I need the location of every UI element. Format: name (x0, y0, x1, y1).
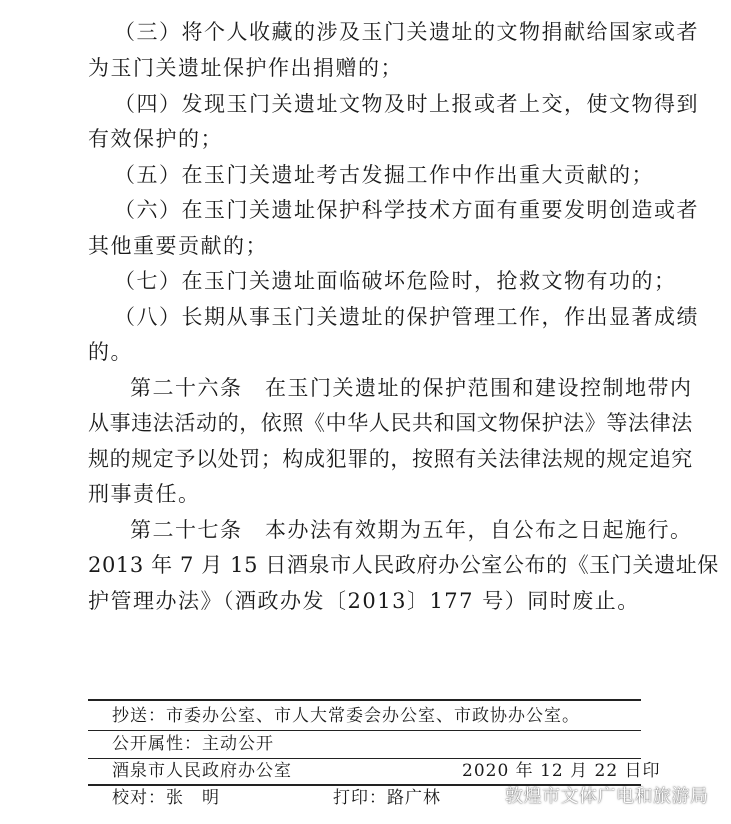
proofreader-line: 校对：张 明 (112, 788, 220, 808)
issuer-label: 酒泉市人民政府办公室 (112, 761, 292, 781)
paragraph-line: （七）在玉门关遗址面临破坏危险时，抢救文物有功的； (114, 269, 677, 293)
watermark (477, 780, 709, 810)
article-27-heading-line: 第二十七条 本办法有效期为五年，自公布之日起施行。 (130, 518, 693, 542)
cc-line: 抄送：市委办公室、市人大常委会办公室、市政协办公室。 (112, 706, 580, 726)
print-date: 2020 年 12 月 22 日印 (462, 761, 661, 781)
printer-line: 打印：路广林 (333, 788, 441, 808)
wechat-icon (477, 786, 499, 804)
watermark-text: 敦煌市文体广电和旅游局 (505, 786, 709, 807)
paragraph-line: 为玉门关遗址保护作出捐赠的； (88, 56, 403, 80)
footer-rule (88, 730, 641, 731)
paragraph-line: （三）将个人收藏的涉及玉门关遗址的文物捐献给国家或者 (114, 20, 699, 44)
article-26-heading-line: 第二十六条 在玉门关遗址的保护范围和建设控制地带内 (130, 376, 693, 400)
paragraph-line: 刑事责任。 (88, 482, 201, 506)
footer-rule-top (88, 699, 641, 701)
paragraph-line: 规的规定予以处罚；构成犯罪的，按照有关法律法规的规定追究 (88, 447, 693, 471)
paragraph-line: （八）长期从事玉门关遗址的保护管理工作，作出显著成绩 (114, 305, 699, 329)
paragraph-line: 护管理办法》（酒政办发〔2013〕177 号）同时废止。 (88, 589, 640, 613)
disclosure-line: 公开属性：主动公开 (112, 734, 274, 754)
paragraph-line: 2013 年 7 月 15 日酒泉市人民政府办公室公布的《玉门关遗址保 (88, 553, 719, 577)
footer-rule (88, 758, 641, 759)
paragraph-line: （四）发现玉门关遗址文物及时上报或者上交，使文物得到 (114, 92, 699, 116)
paragraph-line: 的。 (88, 340, 133, 364)
paragraph-line: 其他重要贡献的； (88, 234, 268, 258)
paragraph-line: （六）在玉门关遗址保护科学技术方面有重要发明创造或者 (114, 198, 699, 222)
paragraph-line: 有效保护的； (88, 127, 223, 151)
paragraph-line: （五）在玉门关遗址考古发掘工作中作出重大贡献的； (114, 163, 654, 187)
paragraph-line: 从事违法活动的，依照《中华人民共和国文物保护法》等法律法 (88, 411, 693, 435)
